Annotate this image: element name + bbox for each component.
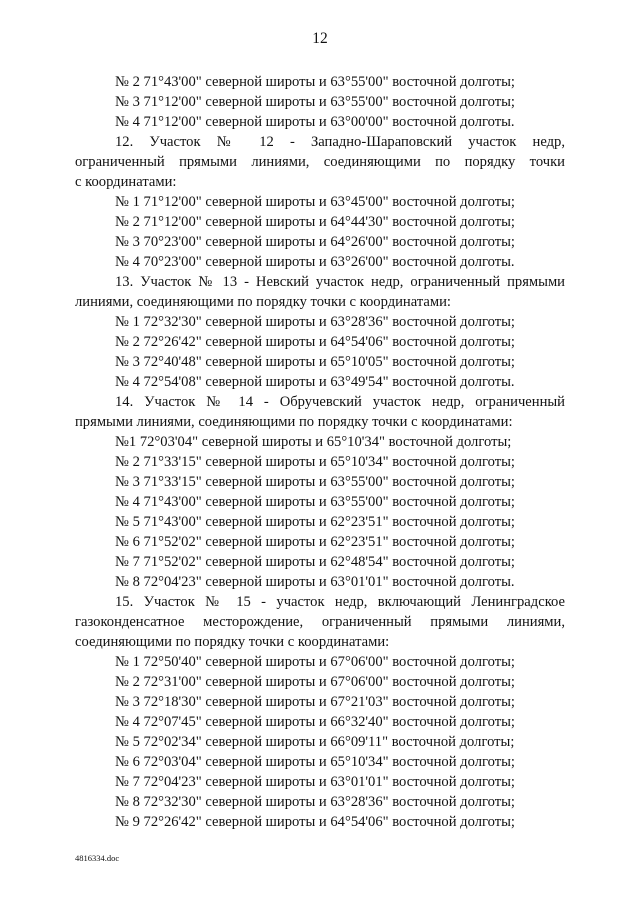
section-paragraph: [75, 592, 565, 652]
coordinate-line: № 4 72°54'08" северной широты и 63°49'54" восточной долготы.: [115, 374, 515, 390]
document-body: [75, 72, 565, 832]
coordinate-line: № 8 72°32'30" северной широты и 63°28'36" восточной долготы;: [115, 794, 515, 810]
coordinate-line: № 6 71°52'02" северной широты и 62°23'51" восточной долготы;: [115, 534, 515, 550]
coordinate-line: № 5 71°43'00" северной широты и 62°23'51" восточной долготы;: [115, 514, 515, 530]
paragraph-line: соединяющими по порядку точки с координатами:: [75, 634, 390, 650]
coordinate-line: № 6 72°03'04" северной широты и 65°10'34" восточной долготы;: [115, 754, 515, 770]
coordinate-line: № 3 72°18'30" северной широты и 67°21'03" восточной долготы;: [115, 694, 515, 710]
coordinate-line: № 4 71°43'00" северной широты и 63°55'00" восточной долготы;: [115, 494, 515, 510]
coordinate-line: № 4 72°07'45" северной широты и 66°32'40" восточной долготы;: [115, 714, 515, 730]
coordinate-line: № 4 71°12'00" северной широты и 63°00'00" восточной долготы.: [115, 114, 515, 130]
coordinate-line: № 8 72°04'23" северной широты и 63°01'01" восточной долготы.: [115, 574, 515, 590]
coordinate-line: №1 72°03'04" северной широты и 65°10'34" восточной долготы;: [115, 434, 512, 450]
page-number: 12: [312, 30, 328, 47]
coordinate-line: № 5 72°02'34" северной широты и 66°09'11" восточной долготы;: [115, 734, 515, 750]
coordinate-line: № 1 71°12'00" северной широты и 63°45'00" восточной долготы;: [115, 194, 515, 210]
coordinate-line: № 7 71°52'02" северной широты и 62°48'54" восточной долготы;: [115, 554, 515, 570]
coordinate-line: № 3 71°12'00" северной широты и 63°55'00" восточной долготы;: [115, 94, 515, 110]
paragraph-line: газоконденсатное месторождение, ограниченный прямыми линиями,: [75, 614, 565, 630]
paragraph-line: 14. Участок № 14 - Обручевский участок недр, ограниченный: [115, 394, 565, 410]
section-paragraph: [75, 392, 565, 432]
coordinate-line: № 3 72°40'48" северной широты и 65°10'05" восточной долготы;: [115, 354, 515, 370]
section-paragraph: [75, 132, 565, 192]
paragraph-line: с координатами:: [75, 174, 177, 190]
section-paragraph: [75, 272, 565, 312]
coordinate-line: № 7 72°04'23" северной широты и 63°01'01" восточной долготы;: [115, 774, 515, 790]
coordinate-line: № 4 70°23'00" северной широты и 63°26'00" восточной долготы.: [115, 254, 515, 270]
paragraph-line: 13. Участок № 13 - Невский участок недр, ограниченный прямыми: [115, 274, 565, 290]
coordinate-line: № 9 72°26'42" северной широты и 64°54'06" восточной долготы;: [115, 814, 515, 830]
coordinate-line: № 2 72°26'42" северной широты и 64°54'06" восточной долготы;: [115, 334, 515, 350]
coordinate-line: № 2 71°33'15" северной широты и 65°10'34" восточной долготы;: [115, 454, 515, 470]
coordinate-line: № 2 71°43'00" северной широты и 63°55'00" восточной долготы;: [115, 74, 515, 90]
coordinate-line: № 1 72°50'40" северной широты и 67°06'00" восточной долготы;: [115, 654, 515, 670]
footer-filename: 4816334.doc: [75, 853, 120, 863]
coordinate-line: № 2 72°31'00" северной широты и 67°06'00" восточной долготы;: [115, 674, 515, 690]
coordinate-line: № 2 71°12'00" северной широты и 64°44'30" восточной долготы;: [115, 214, 515, 230]
paragraph-line: 15. Участок № 15 - участок недр, включающий Ленинградское: [115, 594, 565, 610]
coordinate-line: № 1 72°32'30" северной широты и 63°28'36" восточной долготы;: [115, 314, 515, 330]
coordinate-line: № 3 70°23'00" северной широты и 64°26'00" восточной долготы;: [115, 234, 515, 250]
coordinate-line: № 3 71°33'15" северной широты и 63°55'00" восточной долготы;: [115, 474, 515, 490]
paragraph-line: ограниченный прямыми линиями, соединяющими по порядку точки: [75, 154, 565, 170]
paragraph-line: прямыми линиями, соединяющими по порядку точки с координатами:: [75, 414, 513, 430]
paragraph-line: линиями, соединяющими по порядку точки с координатами:: [75, 294, 451, 310]
paragraph-line: 12. Участок № 12 - Западно-Шараповский участок недр,: [115, 134, 565, 150]
